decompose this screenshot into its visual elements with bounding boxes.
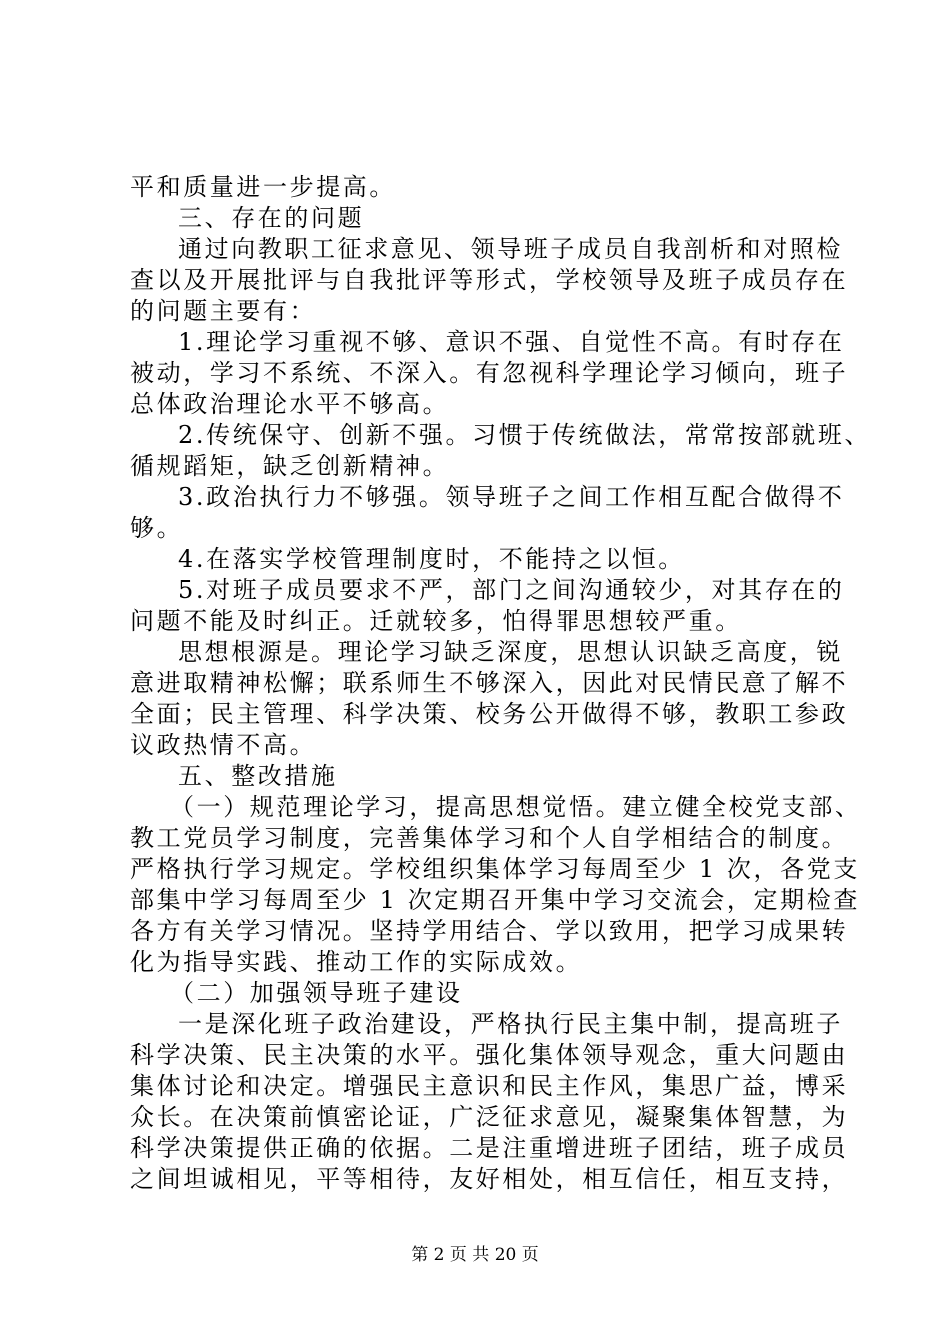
text-line: 教工党员学习制度，完善集体学习和个人自学相结合的制度。: [130, 824, 849, 852]
text-line: 化为指导实践、推动工作的实际成效。: [130, 948, 583, 976]
subsection-heading-1: （一）规范理论学习，提高思想觉悟。建立健全校党支部、: [170, 793, 862, 821]
text-line: 循规蹈矩，缺乏创新精神。: [130, 452, 450, 480]
text-line: 的问题主要有：: [130, 297, 317, 325]
text-line: 众长。在决策前慎密论证，广泛征求意见，凝聚集体智慧，为: [130, 1103, 849, 1131]
text-line: 部集中学习每周至少 1 次定期召开集中学习交流会，定期检查: [130, 886, 860, 914]
text-line: 总体政治理论水平不够高。: [130, 390, 450, 418]
list-item-4: 4.在落实学校管理制度时，不能持之以恒。: [178, 545, 685, 573]
text-line: 议政热情不高。: [130, 731, 317, 759]
document-body: [130, 172, 872, 1195]
list-item-3: 3.政治执行力不够强。领导班子之间工作相互配合做得不: [178, 483, 845, 511]
subsection-heading-2: （二）加强领导班子建设: [170, 979, 463, 1007]
text-line: 之间坦诚相见，平等相待，友好相处，相互信任，相互支持，: [130, 1165, 849, 1193]
text-line: 意进取精神松懈；联系师生不够深入，因此对民情民意了解不: [130, 669, 849, 697]
text-line: 一是深化班子政治建设，严格执行民主集中制，提高班子: [178, 1010, 843, 1038]
text-line: 思想根源是。理论学习缺乏深度，思想认识缺乏高度，锐: [178, 638, 843, 666]
list-item-2: 2.传统保守、创新不强。习惯于传统做法，常常按部就班、: [178, 421, 872, 449]
text-line: 问题不能及时纠正。迁就较多，怕得罪思想较严重。: [130, 607, 742, 635]
text-line: 被动，学习不系统、不深入。有忽视科学理论学习倾向，班子: [130, 359, 849, 387]
page-number-footer: 第 2 页 共 20 页: [411, 1245, 539, 1265]
text-line: 平和质量进一步提高。: [130, 173, 396, 201]
text-line: 够。: [130, 514, 184, 542]
list-item-1: 1.理论学习重视不够、意识不强、自觉性不高。有时存在: [178, 328, 845, 356]
text-line: 各方有关学习情况。坚持学用结合、学以致用，把学习成果转: [130, 917, 849, 945]
list-item-5: 5.对班子成员要求不严，部门之间沟通较少，对其存在的: [178, 576, 845, 604]
text-line: 查以及开展批评与自我批评等形式，学校领导及班子成员存在: [130, 266, 849, 294]
text-line: 严格执行学习规定。学校组织集体学习每周至少 1 次，各党支: [130, 855, 860, 883]
text-line: 全面；民主管理、科学决策、校务公开做得不够，教职工参政: [130, 700, 849, 728]
section-heading-measures: 五、整改措施: [178, 762, 338, 790]
text-line: 通过向教职工征求意见、领导班子成员自我剖析和对照检: [178, 235, 843, 263]
text-line: 科学决策提供正确的依据。二是注重增进班子团结，班子成员: [130, 1134, 849, 1162]
section-heading-problems: 三、存在的问题: [178, 204, 365, 232]
text-line: 集体讨论和决定。增强民主意识和民主作风，集思广益，博采: [130, 1072, 849, 1100]
text-line: 科学决策、民主决策的水平。强化集体领导观念，重大问题由: [130, 1041, 849, 1069]
